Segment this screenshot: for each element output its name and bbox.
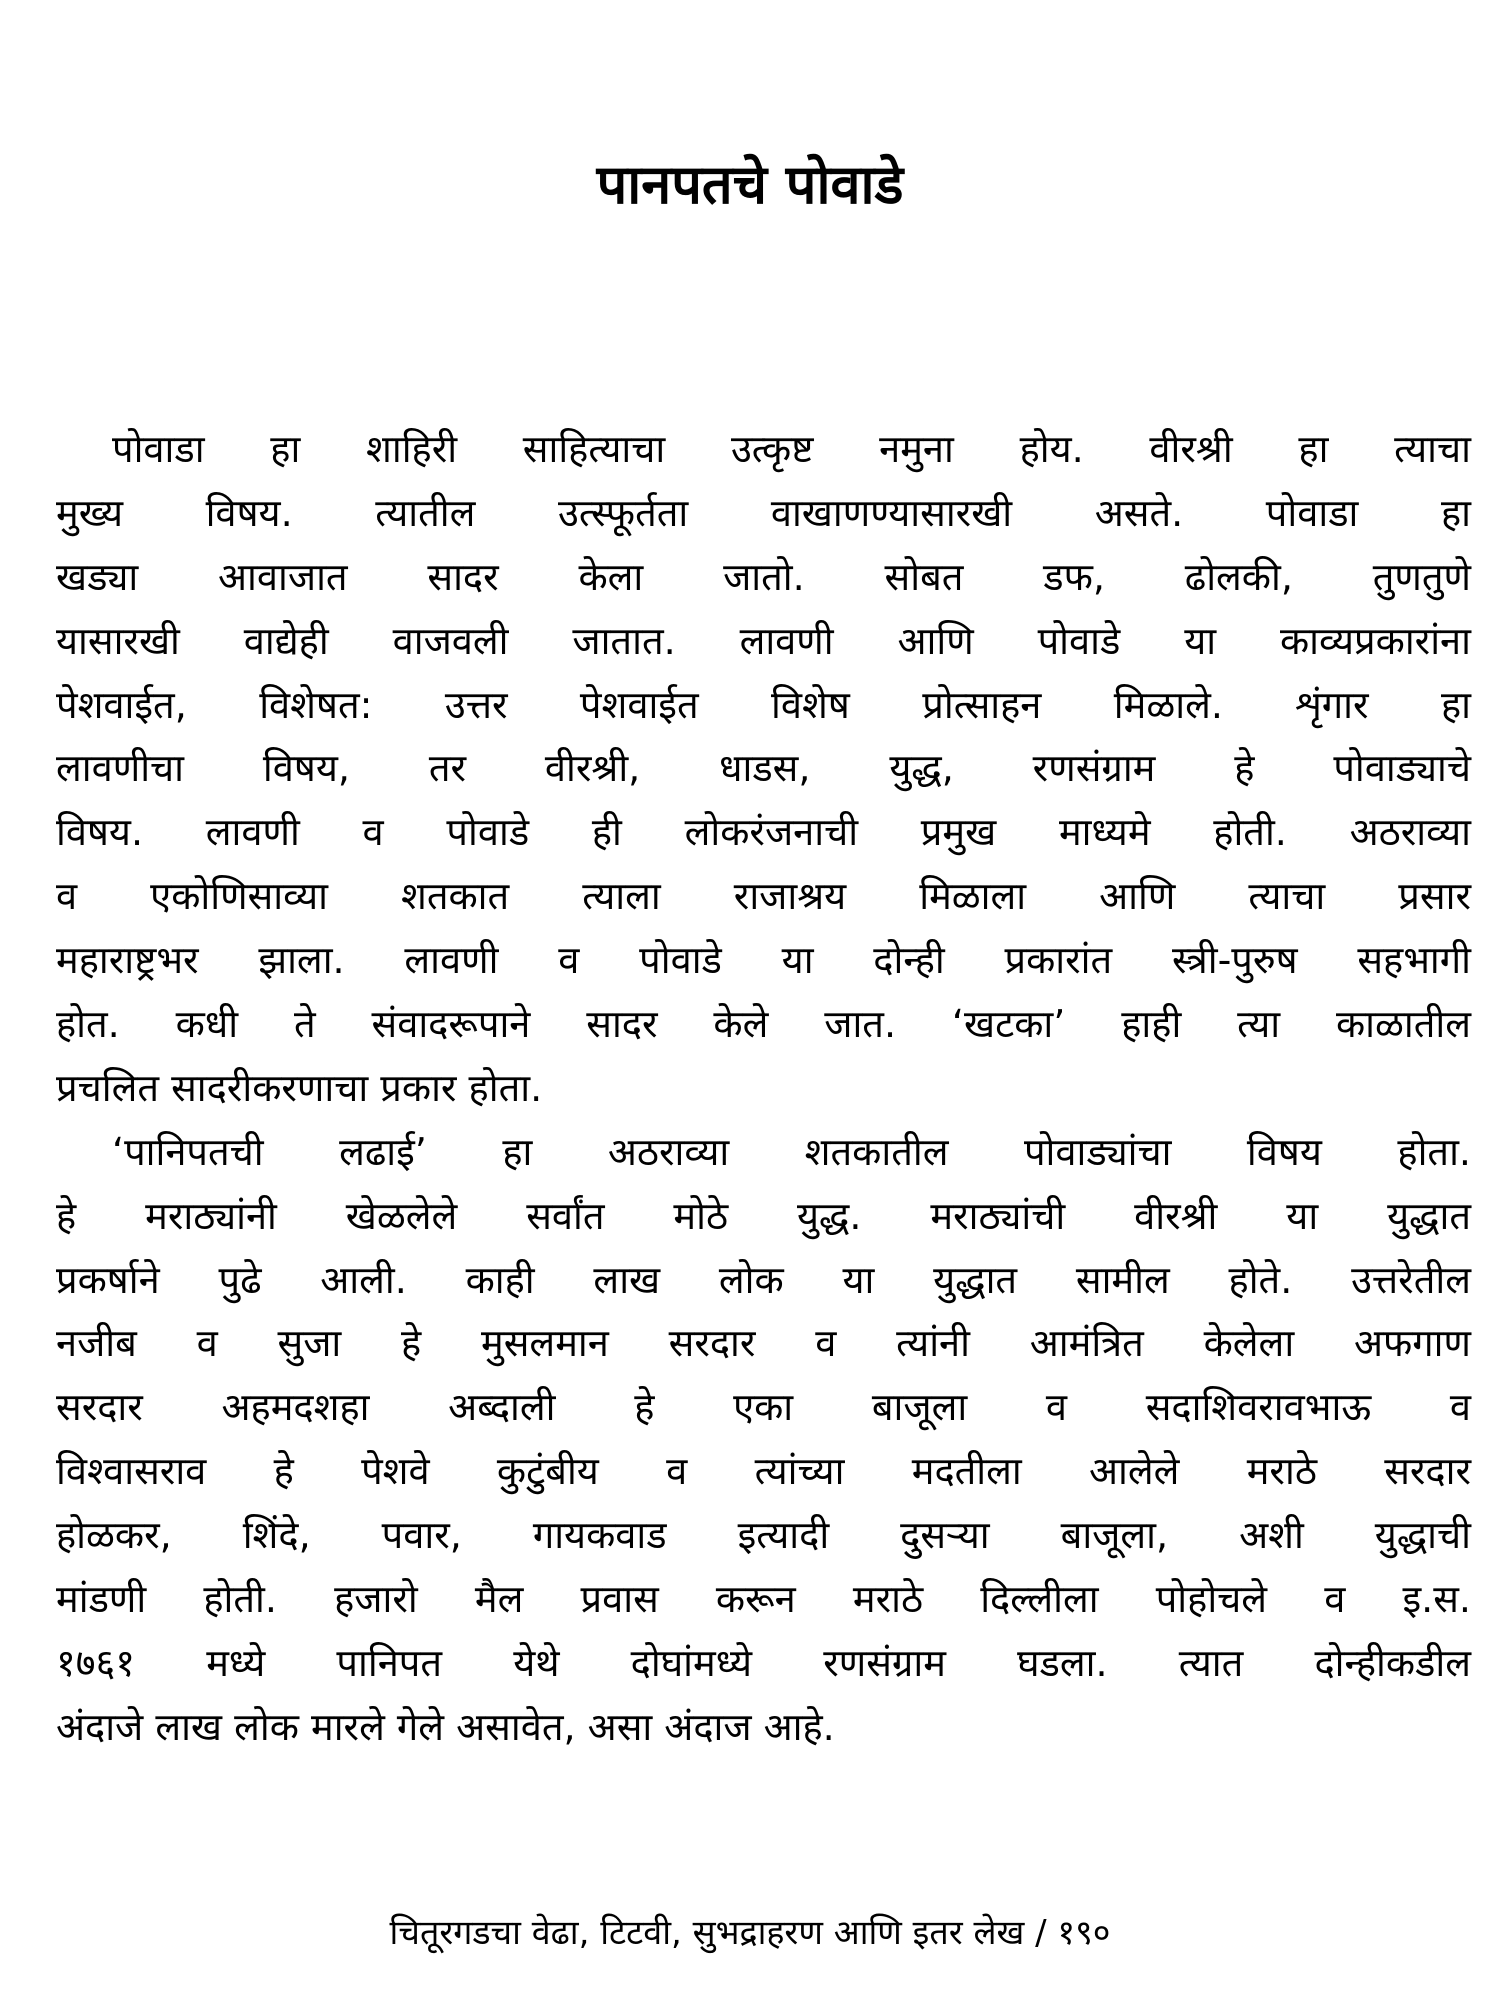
body-text <box>56 418 1471 1760</box>
text-line: होत. कधी ते संवादरूपाने सादर केले जात. ‘खटका’ हाही त्या काळातील <box>56 1002 1471 1047</box>
text-line: नजीब व सुजा हे मुसलमान सरदार व त्यांनी आमंत्रित केलेला अफगाण <box>56 1321 1471 1366</box>
paragraph-2 <box>56 1121 1471 1760</box>
text-line: होळकर, शिंदे, पवार, गायकवाड इत्यादी दुसऱ्या बाजूला, अशी युद्धाची <box>56 1513 1471 1558</box>
text-line: महाराष्ट्रभर झाला. लावणी व पोवाडे या दोन्ही प्रकारांत स्त्री-पुरुष सहभागी <box>56 938 1471 983</box>
text-line: विषय. लावणी व पोवाडे ही लोकरंजनाची प्रमुख माध्यमे होती. अठराव्या <box>56 810 1471 855</box>
text-line: पेशवाईत, विशेषत: उत्तर पेशवाईत विशेष प्रोत्साहन मिळाले. शृंगार हा <box>56 682 1471 727</box>
text-line: मांडणी होती. हजारो मैल प्रवास करून मराठे दिल्लीला पोहोचले व इ.स. <box>56 1577 1471 1622</box>
text-line: १७६१ मध्ये पानिपत येथे दोघांमध्ये रणसंग्राम घडला. त्यात दोन्हीकडील <box>56 1640 1471 1685</box>
text-line: प्रकर्षाने पुढे आली. काही लाख लोक या युद्धात सामील होते. उत्तरेतील <box>56 1257 1471 1302</box>
text-line: ‘पानिपतची लढाई’ हा अठराव्या शतकातील पोवाड्यांचा विषय होता. <box>112 1129 1471 1174</box>
text-line: लावणीचा विषय, तर वीरश्री, धाडस, युद्ध, रणसंग्राम हे पोवाड्याचे <box>56 746 1471 791</box>
text-line: खड्या आवाजात सादर केला जातो. सोबत डफ, ढोलकी, तुणतुणे <box>56 554 1471 599</box>
paragraph-1 <box>56 418 1471 1121</box>
page-footer: चितूरगडचा वेढा, टिटवी, सुभद्राहरण आणि इतर लेख / १९० <box>389 1913 1111 1953</box>
text-line: प्रचलित सादरीकरणाचा प्रकार होता. <box>56 1065 543 1110</box>
text-line: मुख्य विषय. त्यातील उत्स्फूर्तता वाखाणण्यासारखी असते. पोवाडा हा <box>56 490 1471 535</box>
text-line: पोवाडा हा शाहिरी साहित्याचा उत्कृष्ट नमुना होय. वीरश्री हा त्याचा <box>112 427 1471 471</box>
page-title: पानपतचे पोवाडे <box>596 153 904 216</box>
text-line: हे मराठ्यांनी खेळलेले सर्वांत मोठे युद्ध. मराठ्यांची वीरश्री या युद्धात <box>56 1193 1471 1238</box>
text-line: व एकोणिसाव्या शतकात त्याला राजाश्रय मिळाला आणि त्याचा प्रसार <box>56 874 1471 919</box>
text-line: अंदाजे लाख लोक मारले गेले असावेत, असा अंदाज आहे. <box>56 1704 835 1749</box>
text-line: विश्वासराव हे पेशवे कुटुंबीय व त्यांच्या मदतीला आलेले मराठे सरदार <box>56 1449 1471 1494</box>
text-line: सरदार अहमदशहा अब्दाली हे एका बाजूला व सदाशिवरावभाऊ व <box>56 1385 1471 1430</box>
text-line: यासारखी वाद्येही वाजवली जातात. लावणी आणि पोवाडे या काव्यप्रकारांना <box>56 618 1471 663</box>
